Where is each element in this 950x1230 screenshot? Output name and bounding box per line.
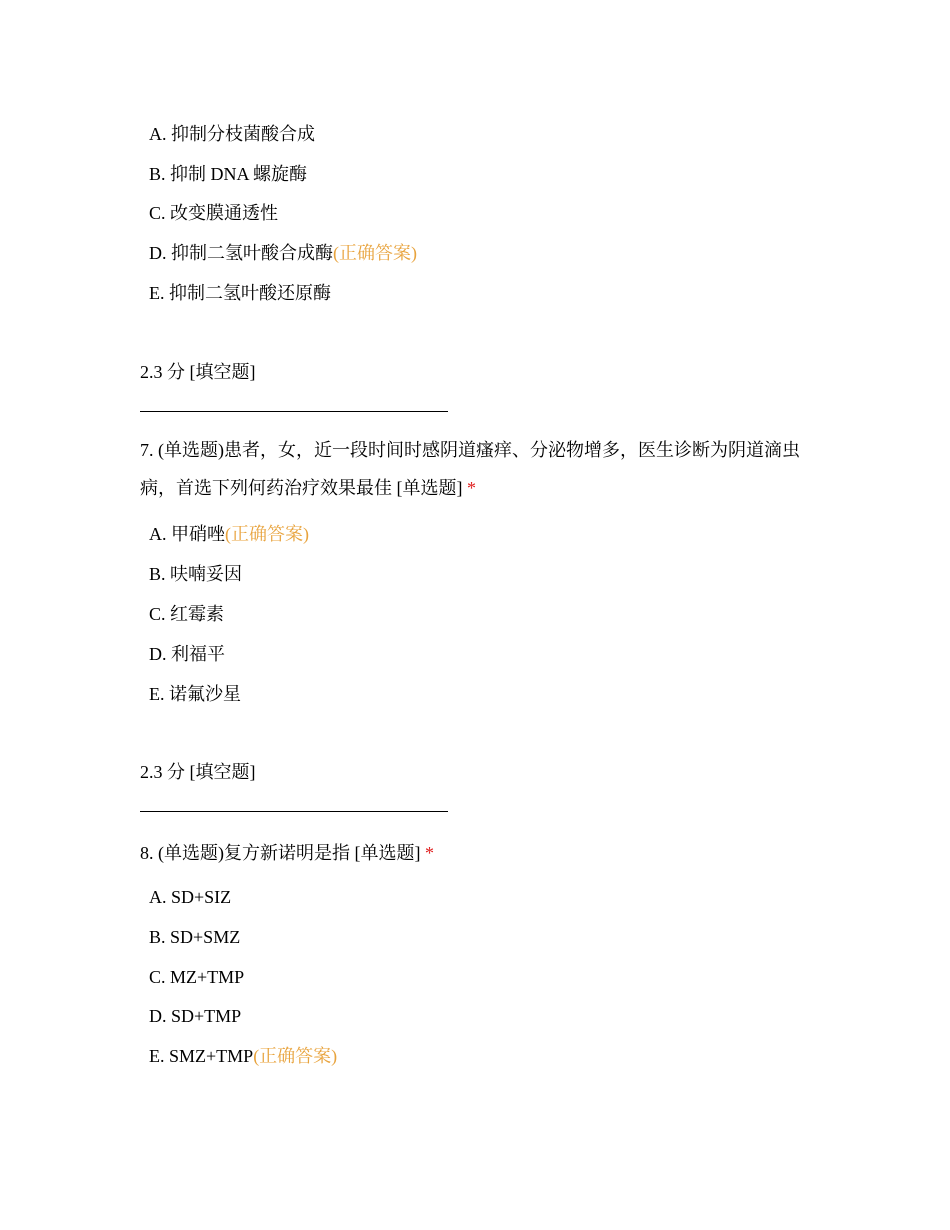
option-text: SMZ+TMP: [169, 1046, 254, 1066]
option-letter: A.: [149, 124, 167, 144]
option-q8-c[interactable]: [149, 965, 244, 989]
option-q6-b[interactable]: [149, 162, 307, 186]
option-q8-a[interactable]: [149, 885, 231, 909]
option-letter: D.: [149, 644, 167, 664]
score-line-q6: 2.3 分 [填空题]: [140, 362, 256, 382]
correct-answer-tag: (正确答案): [225, 524, 309, 544]
option-text: 红霉素: [170, 604, 225, 624]
option-q6-c[interactable]: [149, 201, 278, 225]
option-letter: B.: [149, 164, 166, 184]
option-letter: C.: [149, 203, 166, 223]
option-text: 抑制分枝菌酸合成: [171, 124, 315, 144]
option-letter: E.: [149, 283, 165, 303]
option-letter: B.: [149, 927, 166, 947]
option-text: MZ+TMP: [170, 967, 245, 987]
option-text: SD+TMP: [171, 1006, 242, 1026]
fill-blank-q6[interactable]: [140, 411, 448, 412]
option-text: 改变膜通透性: [170, 203, 279, 223]
question-text: 8. (单选题)复方新诺明是指 [单选题]: [140, 843, 425, 863]
option-q7-d[interactable]: [149, 642, 225, 666]
option-q6-a[interactable]: [149, 122, 315, 146]
option-letter: C.: [149, 604, 166, 624]
fill-blank-q7[interactable]: [140, 811, 448, 812]
option-q8-e[interactable]: [149, 1044, 337, 1068]
option-letter: D.: [149, 243, 167, 263]
option-q7-e[interactable]: [149, 682, 241, 706]
option-text: 抑制 DNA 螺旋酶: [170, 164, 308, 184]
option-q7-b[interactable]: [149, 562, 242, 586]
option-text: 利福平: [171, 644, 225, 664]
question-text: 7. (单选题)患者，女，近一段时间时感阴道瘙痒、分泌物增多，医生诊断为阴道滴虫病，首选下列何药治疗效果最佳 [单选题]: [140, 440, 800, 498]
option-letter: E.: [149, 684, 165, 704]
option-letter: A.: [149, 887, 167, 907]
option-text: SD+SMZ: [170, 927, 241, 947]
option-letter: A.: [149, 524, 167, 544]
option-q7-a[interactable]: [149, 522, 309, 546]
option-letter: B.: [149, 564, 166, 584]
option-text: 抑制二氢叶酸合成酶: [171, 243, 333, 263]
required-mark: *: [424, 843, 434, 863]
option-q6-e[interactable]: [149, 281, 331, 305]
option-text: SD+SIZ: [171, 887, 232, 907]
correct-answer-tag: (正确答案): [253, 1046, 338, 1066]
option-q8-b[interactable]: [149, 925, 240, 949]
correct-answer-tag: (正确答案): [333, 243, 417, 263]
question-title-q8: [140, 839, 434, 865]
question-title-q7: [140, 431, 820, 507]
option-text: 诺氟沙星: [169, 684, 241, 704]
score-line-q7: 2.3 分 [填空题]: [140, 762, 256, 782]
option-letter: C.: [149, 967, 166, 987]
option-q8-d[interactable]: [149, 1004, 241, 1028]
option-q7-c[interactable]: [149, 602, 224, 626]
option-text: 抑制二氢叶酸还原酶: [169, 283, 331, 303]
option-letter: D.: [149, 1006, 167, 1026]
option-text: 甲硝唑: [171, 524, 225, 544]
option-letter: E.: [149, 1046, 165, 1066]
option-text: 呋喃妥因: [170, 564, 243, 584]
option-q6-d[interactable]: [149, 241, 417, 265]
required-mark: *: [467, 478, 476, 498]
